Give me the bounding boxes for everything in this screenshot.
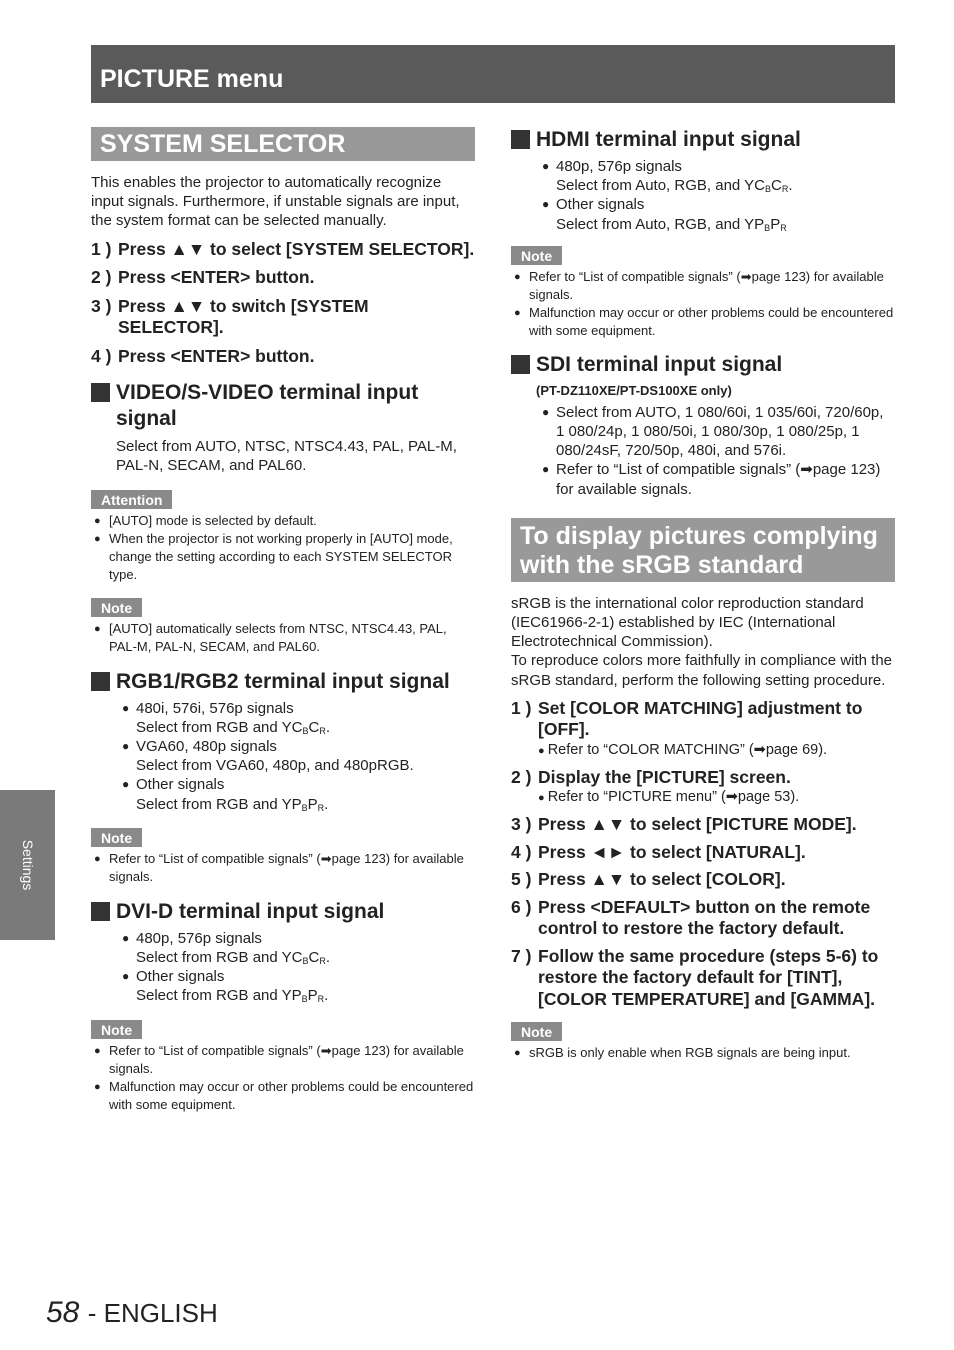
hdmi-list	[536, 157, 895, 234]
sdi-list	[536, 403, 895, 499]
page-banner	[91, 45, 895, 103]
bullet-icon: ●	[542, 197, 550, 212]
section-title-srgb: To display pictures complying with the sRGB standard	[511, 518, 895, 582]
srgb-steps-list	[511, 698, 895, 1011]
bullet-icon: ●	[94, 1080, 101, 1093]
attention-block	[91, 490, 475, 584]
left-column	[91, 127, 475, 1114]
step-6: 6 ) Press <DEFAULT> button on the remote control to restore the factory default.	[511, 896, 871, 939]
step-4: 4 ) Press <ENTER> button.	[91, 345, 315, 366]
bullet-icon: ●	[122, 700, 130, 715]
footer-language: - ENGLISH	[87, 1298, 218, 1328]
note-block-hdmi	[511, 246, 895, 340]
banner-title: PICTURE menu	[100, 65, 284, 93]
side-tab-settings: Settings	[0, 790, 55, 940]
list-item: ● Refer to “List of compatible signals” (➡page 123) for available signals.	[542, 461, 881, 498]
attention-item: ● [AUTO] mode is selected by default.	[94, 512, 317, 528]
list-item: ● 480i, 576i, 576p signals Select from RGB and $YC_BC_R$.	[122, 699, 330, 736]
note-block-rgb	[91, 828, 475, 886]
step-3: 3 ) Press ▲▼ to select [PICTURE MODE].	[511, 814, 857, 835]
square-bullet-icon	[91, 902, 110, 921]
square-bullet-icon	[91, 383, 110, 402]
subsection-video: VIDEO/S-VIDEO terminal input signal	[91, 380, 475, 432]
step-1: 1 ) Press ▲▼ to select [SYSTEM SELECTOR].	[91, 238, 475, 259]
bullet-icon: ●	[94, 622, 101, 635]
list-item: ● VGA60, 480p signals Select from VGA60, 480p, and 480pRGB.	[122, 737, 414, 775]
bullet-icon: ●	[542, 462, 550, 477]
bullet-icon: ●	[514, 1047, 521, 1060]
dvi-list	[116, 929, 475, 1006]
list-item: ● 480p, 576p signals Select from RGB and $YC_BC_R$.	[122, 929, 330, 966]
model-note: (PT-DZ110XE/PT-DS100XE only)	[536, 382, 732, 398]
note-item: ● sRGB is only enable when RGB signals are being input.	[514, 1045, 851, 1061]
note-item: ● Refer to “List of compatible signals” (➡page 123) for available signals.	[94, 850, 464, 884]
attention-item: ● When the projector is not working properly in [AUTO] mode, change the setting according to each SYSTEM SELECTOR type.	[94, 530, 453, 582]
subsection-rgb: RGB1/RGB2 terminal input signal	[91, 669, 475, 695]
bullet-icon: ●	[94, 514, 101, 527]
note-item: ● Malfunction may occur or other problems could be encountered with some equipment.	[514, 304, 894, 338]
square-bullet-icon	[511, 355, 530, 374]
steps-list	[91, 239, 475, 368]
note-block-dvi	[91, 1020, 475, 1114]
bullet-icon: ●	[514, 270, 521, 283]
bullet-icon: ●	[94, 532, 101, 545]
step-7: 7 ) Follow the same procedure (steps 5-6) to restore the factory default for [TINT], [COLOR TEMPERATURE] and [GAMMA].	[511, 945, 879, 1009]
note-item: ● Malfunction may occur or other problems could be encountered with some equipment.	[94, 1078, 474, 1112]
list-item: ● 480p, 576p signals Select from Auto, RGB, and $YC_BC_R$.	[542, 158, 793, 195]
bullet-icon: ●	[538, 792, 548, 805]
list-item: ● Select from AUTO, 1 080/60i, 1 035/60i, 720/60p, 1 080/24p, 1 080/50i, 1 080/30p, 1 080/25p, 1 080/24sF, 720/50p, 480i, and 576i.	[542, 403, 884, 460]
list-item: ● Other signals Select from Auto, RGB, and $YP_BP_R$	[542, 196, 787, 233]
bullet-icon: ●	[94, 852, 101, 865]
intro-text: This enables the projector to automatically recognize input signals. Furthermore, if unstable signals are input, the system format can be selected manually.	[91, 174, 460, 230]
rgb-list	[116, 699, 475, 814]
note-label: Note	[91, 828, 142, 847]
srgb-intro-1: sRGB is the international color reproduction standard (IEC61966-2-1) established by IEC (International Electrotechnical Commission).	[511, 594, 864, 651]
bullet-icon: ●	[94, 1044, 101, 1057]
bullet-icon: ●	[542, 404, 550, 419]
bullet-icon: ●	[122, 930, 130, 945]
list-item: ● Other signals Select from RGB and $YP_BP_R$.	[122, 776, 329, 813]
bullet-icon: ●	[122, 738, 130, 753]
srgb-intro-2: To reproduce colors more faithfully in compliance with the sRGB standard, perform the following setting procedure.	[511, 652, 893, 689]
step-sub-note: ● Refer to “COLOR MATCHING” (➡page 69).	[538, 741, 828, 758]
bullet-icon: ●	[542, 159, 550, 173]
note-block-srgb	[511, 1022, 895, 1062]
bullet-icon: ●	[538, 744, 548, 757]
step-sub-note: ● Refer to “PICTURE menu” (➡page 53).	[538, 789, 800, 806]
note-label: Note	[91, 1020, 142, 1039]
note-item: ● Refer to “List of compatible signals” (➡page 123) for available signals.	[94, 1042, 464, 1076]
list-item: ● Other signals Select from RGB and $YP_BP_R$.	[122, 968, 329, 1005]
page-number: 58	[46, 1296, 80, 1329]
bullet-icon: ●	[122, 777, 130, 792]
subsection-sdi: SDI terminal input signal	[511, 352, 895, 378]
section-title-system-selector: SYSTEM SELECTOR	[91, 127, 475, 161]
video-text: Select from AUTO, NTSC, NTSC4.43, PAL, PAL-M, PAL-N, SECAM, and PAL60.	[116, 438, 457, 475]
step-5: 5 ) Press ▲▼ to select [COLOR].	[511, 869, 786, 890]
attention-label: Attention	[91, 490, 172, 509]
note-item: ● [AUTO] automatically selects from NTSC, NTSC4.43, PAL, PAL-M, PAL-N, SECAM, and PAL60.	[94, 620, 447, 654]
note-block-video	[91, 598, 475, 656]
bullet-icon: ●	[514, 306, 521, 319]
note-label: Note	[91, 598, 142, 617]
step-3: 3 ) Press ▲▼ to switch [SYSTEM SELECTOR].	[91, 295, 369, 338]
step-2: 2 ) Press <ENTER> button.	[91, 267, 315, 288]
subsection-dvi: DVI-D terminal input signal	[91, 899, 475, 925]
note-label: Note	[511, 1022, 562, 1041]
step-1: 1 ) Set [COLOR MATCHING] adjustment to [OFF]. ● Refer to “COLOR MATCHING” (➡page 69).	[511, 698, 895, 761]
step-4: 4 ) Press ◄► to select [NATURAL].	[511, 841, 806, 862]
square-bullet-icon	[91, 672, 110, 691]
note-label: Note	[511, 246, 562, 265]
subsection-hdmi: HDMI terminal input signal	[511, 127, 895, 153]
right-column	[511, 127, 895, 1062]
step-2: 2 ) Display the [PICTURE] screen. ● Refer to “PICTURE menu” (➡page 53).	[511, 767, 895, 809]
note-item: ● Refer to “List of compatible signals” (➡page 123) for available signals.	[514, 268, 884, 302]
square-bullet-icon	[511, 130, 530, 149]
page-footer	[46, 1296, 218, 1330]
bullet-icon: ●	[122, 969, 130, 984]
